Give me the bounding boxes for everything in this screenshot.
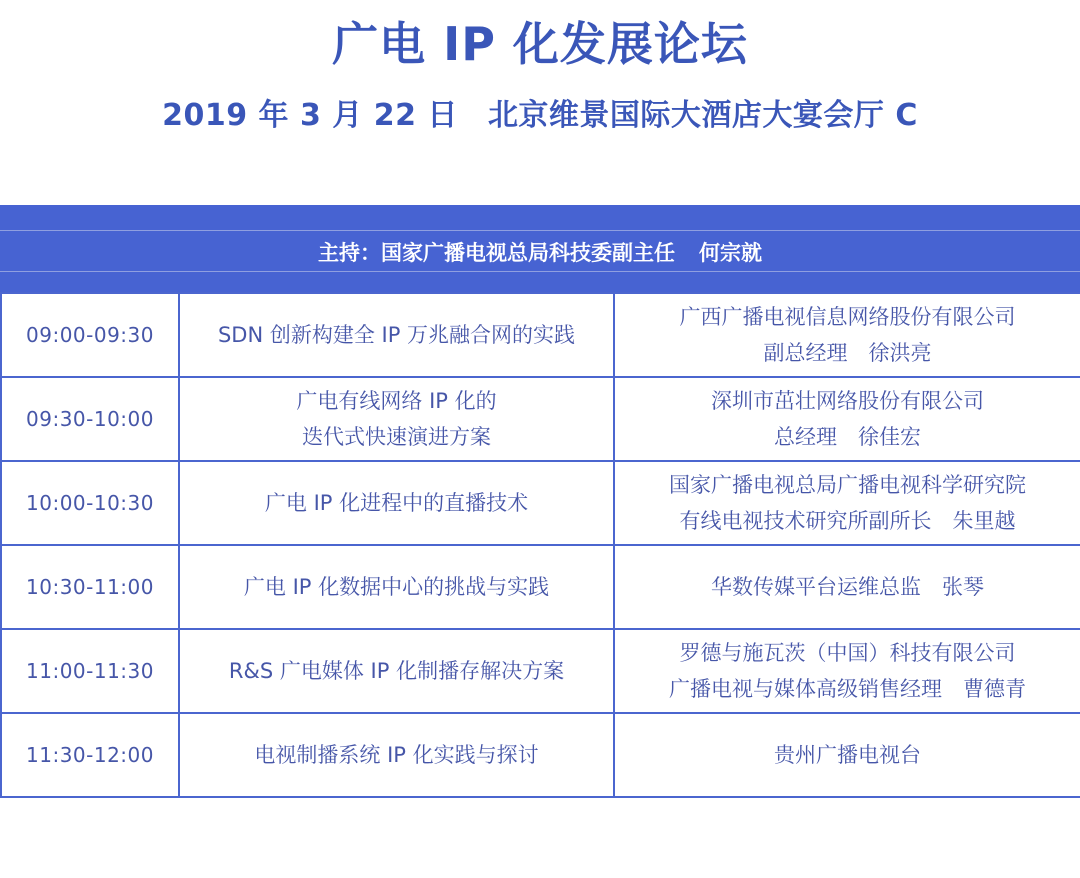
speaker-title-name: 华数传媒平台运维总监 张琴 — [711, 575, 984, 599]
event-venue: 北京维景国际大酒店大宴会厅 C — [487, 98, 918, 133]
session-speaker — [614, 377, 1080, 461]
event-date: 2019 年 3 月 22 日 — [162, 98, 458, 133]
session-time: 10:30-11:00 — [1, 545, 179, 629]
speaker-title-name: 总经理 徐佳宏 — [774, 425, 921, 449]
topic-line: R&S 广电媒体 IP 化制播存解决方案 — [228, 659, 565, 683]
session-time: 11:30-12:00 — [1, 713, 179, 797]
table-row — [1, 545, 1080, 629]
table-row — [1, 461, 1080, 545]
page-title: 广电 IP 化发展论坛 — [332, 17, 748, 71]
session-topic — [179, 713, 614, 797]
session-speaker — [614, 461, 1080, 545]
topic-line: 广电有线网络 IP 化的 — [296, 389, 497, 413]
table-row — [1, 629, 1080, 713]
session-time: 09:00-09:30 — [1, 293, 179, 377]
session-topic — [179, 461, 614, 545]
topic-line: 广电 IP 化进程中的直播技术 — [264, 491, 529, 515]
topic-line: SDN 创新构建全 IP 万兆融合网的实践 — [217, 323, 576, 347]
session-speaker — [614, 293, 1080, 377]
table-row — [1, 293, 1080, 377]
speaker-org: 广西广播电视信息网络股份有限公司 — [679, 305, 1016, 329]
speaker-title-name: 副总经理 徐洪亮 — [763, 341, 932, 365]
session-time: 10:00-10:30 — [1, 461, 179, 545]
session-speaker — [614, 629, 1080, 713]
speaker-org: 国家广播电视总局广播电视科学研究院 — [669, 473, 1026, 497]
session-topic — [179, 629, 614, 713]
topic-line: 广电 IP 化数据中心的挑战与实践 — [243, 575, 550, 599]
session-topic — [179, 545, 614, 629]
topic-line: 电视制播系统 IP 化实践与探讨 — [254, 743, 539, 767]
host-banner — [0, 205, 1080, 292]
session-speaker — [614, 545, 1080, 629]
speaker-title-name: 有线电视技术研究所副所长 朱里越 — [679, 509, 1016, 533]
session-speaker — [614, 713, 1080, 797]
table-row — [1, 377, 1080, 461]
host-name: 何宗就 — [699, 241, 762, 265]
speaker-org: 罗德与施瓦茨（中国）科技有限公司 — [679, 641, 1016, 665]
topic-line: 迭代式快速演进方案 — [302, 425, 491, 449]
event-date-venue — [0, 90, 1080, 134]
schedule-table — [0, 292, 1080, 798]
speaker-org: 深圳市茁壮网络股份有限公司 — [711, 389, 984, 413]
speaker-org: 贵州广播电视台 — [774, 743, 921, 767]
host-text — [0, 233, 1080, 273]
speaker-title-name: 广播电视与媒体高级销售经理 曹德青 — [669, 677, 1026, 701]
table-row — [1, 713, 1080, 797]
session-topic — [179, 377, 614, 461]
host-label: 主持：国家广播电视总局科技委副主任 — [318, 241, 675, 265]
session-topic — [179, 293, 614, 377]
session-time: 09:30-10:00 — [1, 377, 179, 461]
session-time: 11:00-11:30 — [1, 629, 179, 713]
